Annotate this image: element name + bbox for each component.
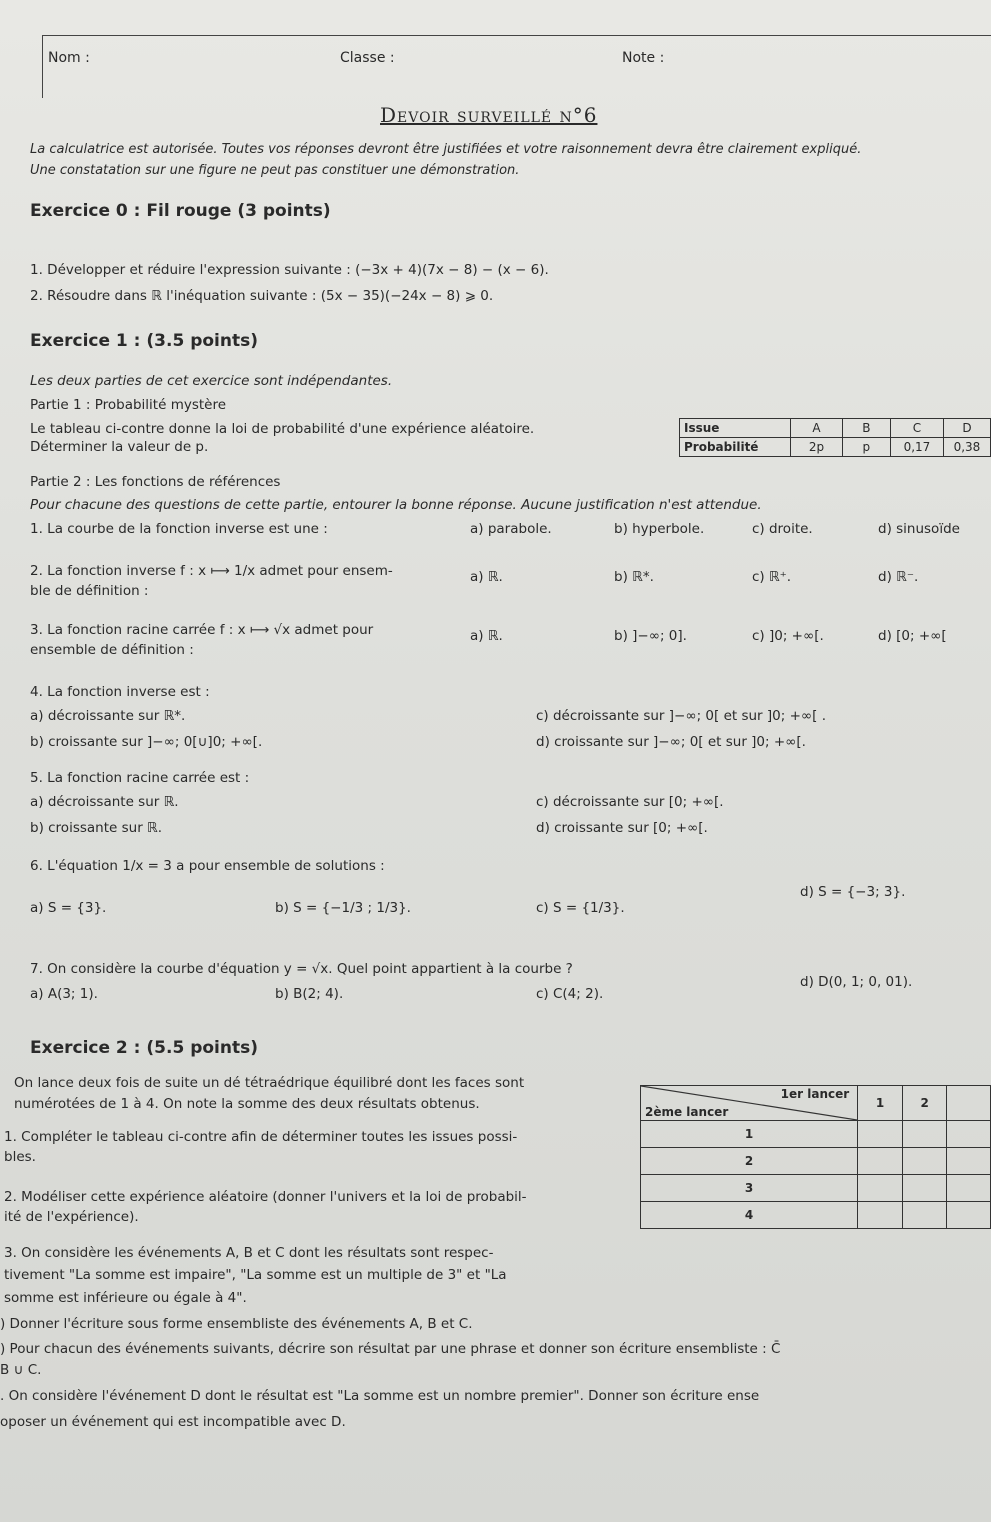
exercise-0-question-1: 1. Développer et réduire l'expression suivante : (−3x + 4)(7x − 8) − (x − 6). — [30, 262, 549, 278]
table-cell[interactable] — [858, 1202, 903, 1229]
table-row — [641, 1175, 991, 1202]
name-field-label: Nom : — [48, 50, 90, 66]
exercise-1-intro: Les deux parties de cet exercice sont indépendantes. — [30, 373, 393, 389]
exercise-0-question-2: 2. Résoudre dans ℝ l'inéquation suivante : (5x − 35)(−24x − 8) ⩾ 0. — [30, 288, 494, 304]
part-1-line-2: Déterminer la valeur de p. — [30, 439, 209, 455]
mcq-6-question: 6. L'équation 1/x = 3 a pour ensemble de solutions : — [30, 858, 385, 874]
exercise-2-line-6: ité de l'expérience). — [4, 1209, 139, 1225]
table-cell: A — [791, 419, 842, 438]
table-cell[interactable] — [902, 1121, 947, 1148]
exercise-2-line-4: bles. — [4, 1149, 36, 1165]
table-cell — [947, 1086, 991, 1121]
mcq-1-question: 1. La courbe de la fonction inverse est une : — [30, 521, 328, 537]
mcq-6-option-a[interactable]: a) S = {3}. — [30, 900, 107, 916]
mcq-1-option-b[interactable]: b) hyperbole. — [614, 521, 705, 537]
exercise-2-line-11: ) Pour chacun des événements suivants, décrire son résultat par une phrase et donner son écriture ensembliste : C̄ — [0, 1341, 781, 1357]
table-cell: 3 — [641, 1175, 858, 1202]
mcq-6-option-b[interactable]: b) S = {−1/3 ; 1/3}. — [275, 900, 411, 916]
mcq-4-question: 4. La fonction inverse est : — [30, 684, 210, 700]
mcq-5-option-b[interactable]: b) croissante sur ℝ. — [30, 820, 163, 836]
mcq-7-option-b[interactable]: b) B(2; 4). — [275, 986, 344, 1002]
header-frame — [42, 35, 991, 98]
mcq-3-option-b[interactable]: b) ]−∞; 0]. — [614, 628, 687, 644]
exercise-2-line-12: B ∪ C. — [0, 1362, 42, 1378]
mcq-5-option-c[interactable]: c) décroissante sur [0; +∞[. — [536, 794, 724, 810]
exercise-1-title: Exercice 1 : (3.5 points) — [30, 331, 258, 351]
probability-row — [680, 438, 991, 457]
mcq-6-option-c[interactable]: c) S = {1/3}. — [536, 900, 625, 916]
table-cell[interactable] — [947, 1175, 991, 1202]
mcq-3-question-line-1: 3. La fonction racine carrée f : x ⟼ √x admet pour — [30, 622, 374, 638]
mcq-3-question-line-2: ensemble de définition : — [30, 642, 194, 658]
mcq-2-option-d[interactable]: d) ℝ⁻. — [878, 569, 919, 585]
table-corner-cell — [641, 1086, 858, 1121]
table-row — [641, 1202, 991, 1229]
table-cell: 0,17 — [890, 438, 943, 457]
mcq-3-option-c[interactable]: c) ]0; +∞[. — [752, 628, 824, 644]
table-cell[interactable] — [902, 1148, 947, 1175]
table-row — [641, 1148, 991, 1175]
exercise-2-line-2: numérotées de 1 à 4. On note la somme des deux résultats obtenus. — [14, 1096, 480, 1112]
table-cell: 1 — [858, 1086, 903, 1121]
probability-table — [679, 418, 991, 457]
instructions-line-2: Une constatation sur une figure ne peut pas constituer une démonstration. — [30, 163, 520, 178]
mcq-1-option-c[interactable]: c) droite. — [752, 521, 813, 537]
table-cell[interactable] — [947, 1121, 991, 1148]
table-cell: 1 — [641, 1121, 858, 1148]
table-cell[interactable] — [947, 1202, 991, 1229]
table-row — [641, 1121, 991, 1148]
issue-row — [680, 419, 991, 438]
class-field-label: Classe : — [340, 50, 395, 66]
exercise-2-title: Exercice 2 : (5.5 points) — [30, 1038, 258, 1058]
mcq-3-option-d[interactable]: d) [0; +∞[ — [878, 628, 947, 644]
mcq-4-option-c[interactable]: c) décroissante sur ]−∞; 0[ et sur ]0; +∞[ . — [536, 708, 826, 724]
table-cell: 2 — [902, 1086, 947, 1121]
mcq-1-option-d[interactable]: d) sinusoïde — [878, 521, 960, 537]
exercise-2-line-7: 3. On considère les événements A, B et C dont les résultats sont respec- — [4, 1245, 494, 1261]
exercise-0-title: Exercice 0 : Fil rouge (3 points) — [30, 201, 331, 221]
table-cell: 4 — [641, 1202, 858, 1229]
part-2-title: Partie 2 : Les fonctions de références — [30, 474, 281, 490]
table-cell: D — [943, 419, 990, 438]
exercise-2-line-1: On lance deux fois de suite un dé tétraédrique équilibré dont les faces sont — [14, 1075, 525, 1091]
mcq-6-option-d[interactable]: d) S = {−3; 3}. — [800, 884, 906, 900]
table-row — [641, 1086, 991, 1121]
part-2-intro: Pour chacune des questions de cette partie, entourer la bonne réponse. Aucune justification n'est attendue. — [30, 497, 762, 513]
table-cell: 2p — [791, 438, 842, 457]
mcq-7-option-c[interactable]: c) C(4; 2). — [536, 986, 604, 1002]
part-1-line-1: Le tableau ci-contre donne la loi de probabilité d'une expérience aléatoire. — [30, 421, 535, 437]
exercise-2-line-9: somme est inférieure ou égale à 4". — [4, 1290, 247, 1306]
mcq-2-question-line-2: ble de définition : — [30, 583, 149, 599]
mcq-4-option-d[interactable]: d) croissante sur ]−∞; 0[ et sur ]0; +∞[. — [536, 734, 806, 750]
mcq-1-option-a[interactable]: a) parabole. — [470, 521, 552, 537]
table-cell[interactable] — [858, 1121, 903, 1148]
sum-table — [640, 1085, 991, 1229]
exercise-2-line-13: . On considère l'événement D dont le résultat est "La somme est un nombre premier". Donner son écriture ense — [0, 1388, 760, 1404]
table-cell[interactable] — [902, 1202, 947, 1229]
exercise-2-line-10: ) Donner l'écriture sous forme ensembliste des événements A, B et C. — [0, 1316, 473, 1332]
table-cell: C — [890, 419, 943, 438]
mcq-4-option-b[interactable]: b) croissante sur ]−∞; 0[∪]0; +∞[. — [30, 734, 263, 750]
mcq-5-option-a[interactable]: a) décroissante sur ℝ. — [30, 794, 179, 810]
table-cell[interactable] — [858, 1175, 903, 1202]
second-throw-label: 2ème lancer — [645, 1105, 729, 1119]
mcq-4-option-a[interactable]: a) décroissante sur ℝ*. — [30, 708, 186, 724]
mcq-7-question: 7. On considère la courbe d'équation y = √x. Quel point appartient à la courbe ? — [30, 961, 573, 977]
mcq-3-option-a[interactable]: a) ℝ. — [470, 628, 503, 644]
table-cell: B — [842, 419, 890, 438]
mcq-7-option-a[interactable]: a) A(3; 1). — [30, 986, 98, 1002]
probability-row-header: Probabilité — [680, 438, 791, 457]
mcq-2-option-b[interactable]: b) ℝ*. — [614, 569, 654, 585]
grade-field-label: Note : — [622, 50, 665, 66]
mcq-5-question: 5. La fonction racine carrée est : — [30, 770, 250, 786]
part-1-title: Partie 1 : Probabilité mystère — [30, 397, 227, 413]
table-cell[interactable] — [947, 1148, 991, 1175]
table-cell: 2 — [641, 1148, 858, 1175]
first-throw-label: 1er lancer — [780, 1087, 850, 1101]
mcq-2-option-c[interactable]: c) ℝ⁺. — [752, 569, 792, 585]
table-cell: 0,38 — [943, 438, 990, 457]
page-title: Devoir surveillé n°6 — [380, 103, 598, 127]
exercise-2-line-3: 1. Compléter le tableau ci-contre afin de déterminer toutes les issues possi- — [4, 1129, 518, 1145]
mcq-5-option-d[interactable]: d) croissante sur [0; +∞[. — [536, 820, 708, 836]
mcq-2-option-a[interactable]: a) ℝ. — [470, 569, 503, 585]
table-cell[interactable] — [902, 1175, 947, 1202]
instructions-line-1: La calculatrice est autorisée. Toutes vos réponses devront être justifiées et votre raisonnement devra être clairement expliqué. — [30, 142, 862, 157]
exercise-2-line-5: 2. Modéliser cette expérience aléatoire (donner l'univers et la loi de probabil- — [4, 1189, 527, 1205]
exercise-2-line-14: oposer un événement qui est incompatible avec D. — [0, 1414, 346, 1430]
table-cell[interactable] — [858, 1148, 903, 1175]
issue-row-header: Issue — [680, 419, 791, 438]
mcq-7-option-d[interactable]: d) D(0, 1; 0, 01). — [800, 974, 913, 990]
table-cell: p — [842, 438, 890, 457]
mcq-2-question-line-1: 2. La fonction inverse f : x ⟼ 1/x admet pour ensem- — [30, 563, 393, 579]
exercise-2-line-8: tivement "La somme est impaire", "La somme est un multiple de 3" et "La — [4, 1267, 507, 1283]
